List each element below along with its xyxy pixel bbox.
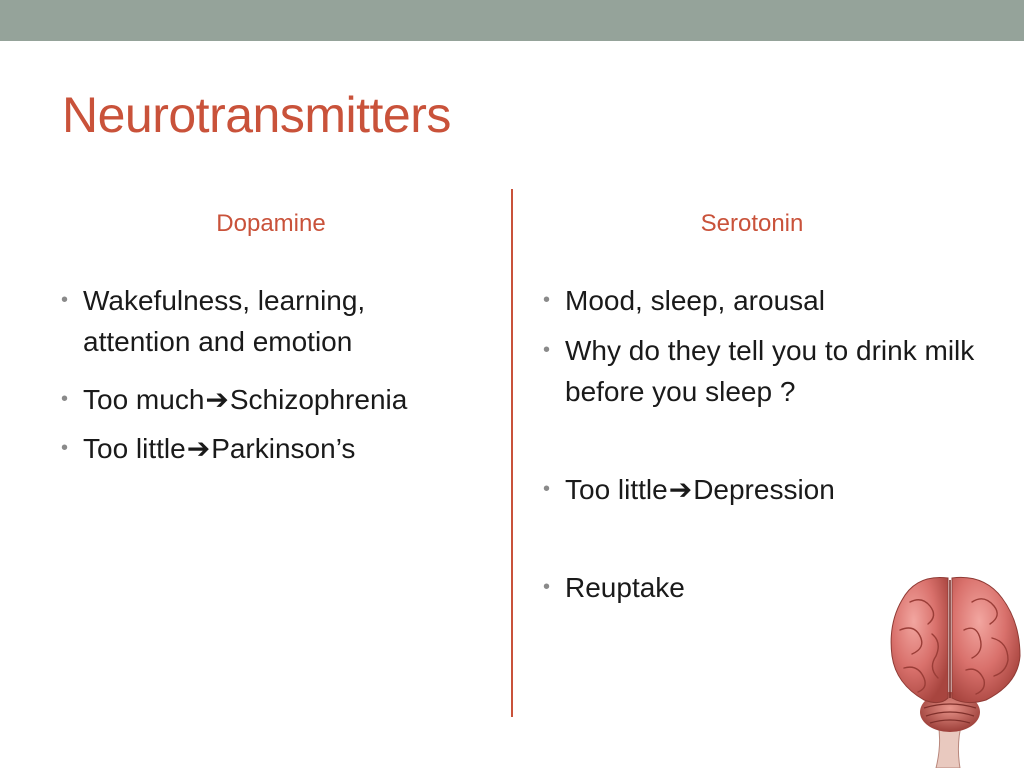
bullet-text-after: Depression [693, 474, 835, 505]
bullet-text-after: Parkinson’s [211, 433, 356, 464]
right-column-heading: Serotonin [700, 210, 804, 237]
bullet-text: Why do they tell you to drink milk before you sleep ? [565, 335, 975, 407]
bullet-text: Reuptake [565, 572, 685, 603]
bullet-item [59, 428, 504, 469]
left-bullet-list [59, 280, 504, 469]
bullet-text-before: Too little [83, 433, 186, 464]
slide-title: Neurotransmitters [62, 87, 451, 143]
bullet-text: Mood, sleep, arousal [565, 285, 825, 316]
right-arrow-icon: ➔ [205, 384, 229, 415]
bullet-text: Wakefulness, learning, attention and emotion [83, 285, 366, 357]
right-arrow-icon: ➔ [186, 433, 211, 464]
bullet-item [59, 280, 443, 362]
right-arrow-icon: ➔ [668, 474, 693, 505]
brain-photo-icon [880, 572, 1024, 768]
bullet-item [541, 469, 1011, 510]
bullet-text-before: Too much [83, 384, 205, 415]
top-banner [0, 0, 1024, 41]
bullet-item [59, 379, 504, 420]
column-divider [511, 189, 513, 717]
bullet-item [541, 330, 1005, 412]
bullet-text-after: Schizophrenia [229, 384, 408, 415]
left-column-heading: Dopamine [216, 210, 326, 237]
bullet-text-before: Too little [565, 474, 668, 505]
bullet-item [541, 280, 1011, 321]
right-bullet-list [541, 280, 1011, 608]
